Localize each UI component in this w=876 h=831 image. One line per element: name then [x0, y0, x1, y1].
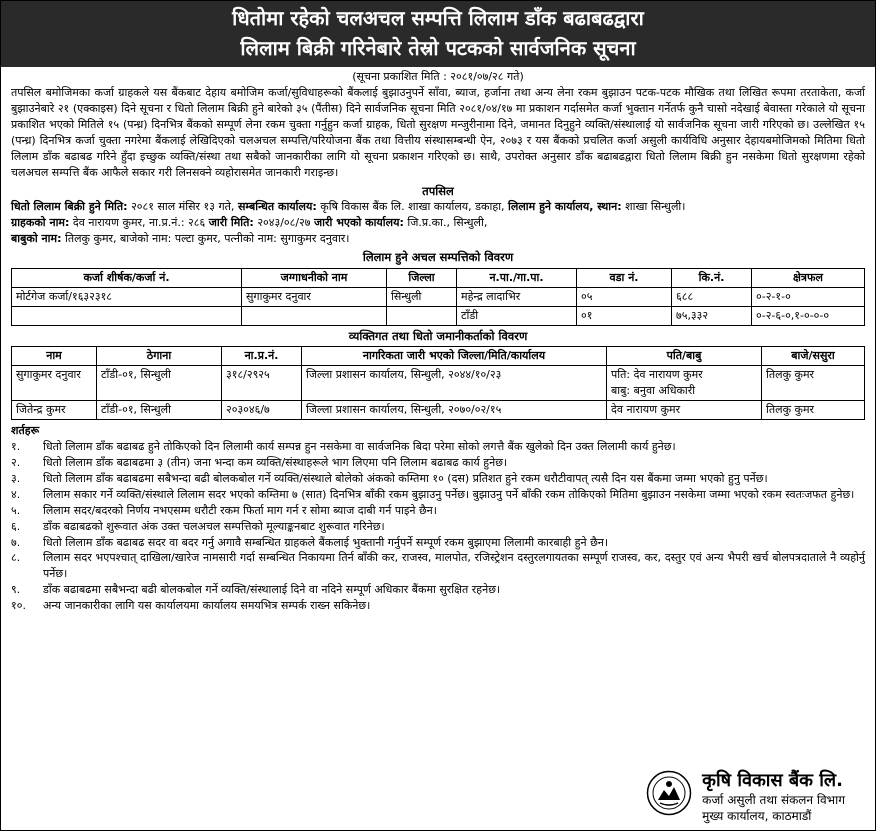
table-cell: महेन्द्र लादाभिर	[457, 287, 577, 306]
table-cell: टाँडी	[457, 306, 577, 325]
table-cell: पति: देव नारायण कुमर बाबु: बनुवा अधिकारी	[607, 366, 762, 401]
sale-date-label: धितो लिलाम बिक्री हुने मिति:	[11, 200, 128, 214]
bank-logo-icon	[646, 770, 692, 816]
table-row	[12, 287, 865, 306]
list-item	[11, 598, 865, 614]
property-table-title: लिलाम हुने अचल सम्पत्तिको विवरण	[362, 250, 514, 265]
customer-value: देव नारायण कुमर, ना.प्र.नं.: २८६	[72, 216, 206, 230]
intro-paragraph: तपसिल बमोजिमका कर्जा ग्राहकले यस बैंकबाट देहाय बमोजिम कर्जा/सुविधाहरूको बैंकलाई बुझाउनुपर्ने साँवा, ब्याज, हर्जाना तथा अन्य लेना रकम बुझाउन पटक-पटक मौखिक तथा लिखित रूपमा तरताकेता, कर्जा बुझाउनेबारे २१ (एक्काइस) दिने सूचना र धितो लिलाम बिक्री हुने बारेको ३५ (पैंतीस) दिने सार्वजनिक सूचना मिति २०८१/०४/१७ मा प्रकाशन गर्दासमेत कर्जा भुक्तान गर्नेतर्फ कुनै चासो नदेखाई बेवास्ता गरेकाले यो सूचना प्रकाशित भएको मितिले १५ (पन्ध्र) दिनभित्र बैंकको सम्पूर्ण लेना रकम चुक्ता गर्नुहुन कर्जा ग्राहक, धितो सुरक्षण मन्जुरीनामा दिने, जमानत दिनुहुने व्यक्ति/संस्थालाई यो सार्वजनिक सूचना जारी गरिएको छ। उल्लेखित १५ (पन्ध्र) दिनभित्र कर्जा चुक्ता नगरेमा बैंकलाई लेखिदिएको चलअचल सम्पत्ति/परियोजना बैंक तथा वित्तीय संस्थासम्बन्धी ऐन, २०७३ र यस बैंकको प्रचलित कर्जा असुली कार्यविधि अनुसार देहायबमोजिमको मितिमा धितो लिलाम डाँक बढाबढ गरिने हुँदा इच्छुक व्यक्ति/संस्था तथा सबैको जानकारीका लागि यो सूचना प्रकाशन गरिएको छ। साथै, उपरोक्त अनुसार डाँक बढाबढद्वारा धितो लिलाम बिक्री हुन नसकेमा धितो सुरक्षणमा रहेको चलअचल सम्पत्ति बैंक आफैले सकार गरी लिनसक्ने व्यहोरासमेत जानकारी गराइन्छ।	[11, 85, 865, 179]
table-cell: ३१८/२९२५	[222, 366, 302, 401]
list-item	[11, 487, 865, 503]
property-col-header: जिल्ला	[387, 268, 457, 287]
term-text: धितो लिलाम डाँक बढाबढमा सबैभन्दा बढी बोलकबोल गर्ने व्यक्ति/संस्थाले बोलेको अंकको कम्तिमा १० (दस) प्रतिशत हुने रकम धरौटीवापत् त्यसै दिन यस बैंकमा जम्मा भएको हुनु पर्नेछ।	[43, 471, 768, 485]
table-cell: देव नारायण कुमर	[607, 401, 762, 420]
term-text: लिलाम सदर भएपश्चात् दाखिला/खारेज नामसारी गर्दा सम्बन्धित निकायमा तिर्न बाँकी कर, राजस्व, मालपोत, रजिस्ट्रेशन दस्तुरलगायतका सम्पूर्ण राजस्व, कर, दस्तुर एवं अन्य भैपरी खर्च बोलपत्रदाताले नै व्यहोर्नु पर्नेछ।	[43, 551, 865, 581]
table-cell: सुगाकुमर दनुवार	[12, 366, 97, 401]
list-item	[11, 439, 865, 455]
property-col-header: कि.नं.	[672, 268, 752, 287]
list-item	[11, 550, 865, 582]
auction-office-label: लिलाम हुने कार्यालय, स्थान:	[508, 200, 622, 214]
table-cell	[12, 306, 242, 325]
property-col-header: न.पा./गा.पा.	[457, 268, 577, 287]
property-table-header-row	[12, 268, 865, 287]
guarantor-table-header-row	[12, 347, 865, 366]
table-cell: जिल्ला प्रशासन कार्यालय, सिन्धुली, २०४४/१०/२३	[302, 366, 607, 401]
guarantor-col-header: नागरिकता जारी भएको जिल्ला/मिति/कार्यालय	[302, 347, 607, 366]
tapsil-heading: तपसिल	[422, 183, 454, 198]
table-cell: सुगाकुमर दनुवार	[242, 287, 387, 306]
office-value: कृषि विकास बैंक लि. शाखा कार्यालय, डकाहा,	[320, 200, 505, 214]
term-text: धितो लिलाम डाँक बढाबढ सदर वा बदर गर्नु अगावै सम्बन्धित ग्राहकले बैंकलाई भुक्तानी गर्नुपर्ने सम्पूर्ण रकम बुझाएमा लिलामी कारबाही हुने छैन।	[43, 535, 609, 549]
auction-office-value: शाखा सिन्धुली।	[625, 200, 686, 214]
property-table	[11, 268, 865, 326]
list-item	[11, 519, 865, 535]
table-cell	[387, 306, 457, 325]
table-cell: ०-२-१-०	[752, 287, 865, 306]
notice-title-banner	[1, 1, 875, 67]
guarantor-col-header: पति/बाबु	[607, 347, 762, 366]
property-col-header: वडा नं.	[577, 268, 672, 287]
table-cell: ६८८	[672, 287, 752, 306]
term-number: ४.	[11, 487, 21, 501]
term-text: लिलाम सदर/बदरको निर्णय नभएसम्म धरौटी रकम फिर्ता माग गर्न र सोमा ब्याज दाबी गर्न पाइने छैन।	[43, 503, 437, 517]
table-cell: जिल्ला प्रशासन कार्यालय, सिन्धुली, २०७०/०२/१५	[302, 401, 607, 420]
table-cell: ०५	[577, 287, 672, 306]
table-cell: टाँडी-०१, सिन्धुली	[97, 401, 222, 420]
term-text: डाँक बढाबढमा सबैभन्दा बढी बोलकबोल गर्ने व्यक्ति/संस्थालाई दिने वा नदिने सम्पूर्ण अधिकार बैंकमा सुरक्षित रहनेछ।	[43, 583, 501, 597]
issued-date-value: २०४३/०८/२७	[257, 216, 311, 230]
terms-list	[11, 439, 865, 614]
father-value: तिलकु कुमर, बाजेको नाम: पल्टा कुमर, पत्नीको नाम: सुगाकुमर दनुवार।	[64, 232, 350, 246]
customer-label: ग्राहकको नाम:	[11, 216, 70, 230]
term-number: ३.	[11, 471, 21, 485]
guarantor-col-header: ना.प्र.नं.	[222, 347, 302, 366]
publication-date: (सूचना प्रकाशित मिति : २०८१/०७/२८ गते)	[352, 70, 524, 83]
terms-heading: शर्तहरू	[11, 423, 40, 437]
father-label: बाबुको नाम:	[11, 232, 62, 246]
issuer-block	[646, 770, 845, 824]
property-col-header: जग्गाधनीको नाम	[242, 268, 387, 287]
issued-office-value: जि.प्र.का., सिन्धुली,	[407, 216, 488, 230]
term-number: २.	[11, 455, 21, 469]
property-col-header: कर्जा शीर्षक/कर्जा नं.	[12, 268, 242, 287]
title-line-2: लिलाम बिक्री गरिनेबारे तेस्रो पटकको सार्वजनिक सूचना	[240, 36, 636, 60]
term-text: धितो लिलाम डाँक बढाबढ हुने तोकिएको दिन लिलामी कार्य सम्पन्न हुन नसकेमा वा सार्वजनिक बिदा परेमा सोको लगत्तै बैंक खुलेको दिन उक्त लिलामी कार्य हुनेछ।	[43, 439, 676, 453]
term-number: १.	[11, 439, 21, 453]
table-cell: ०-२-६-०,१-०-०-०	[752, 306, 865, 325]
guarantor-table-title: व्यक्तिगत तथा धितो जमानीकर्ताको विवरण	[348, 328, 528, 343]
term-number: १०.	[11, 599, 26, 613]
issued-date-label: जारी मिति:	[208, 216, 254, 230]
table-cell: २०३०४६/७	[222, 401, 302, 420]
guarantor-table	[11, 346, 865, 420]
table-row	[12, 306, 865, 325]
title-line-1: धितोमा रहेको चलअचल सम्पत्ति लिलाम डाँक बढाबढद्वारा	[232, 6, 644, 30]
sale-date-value: २०८१ साल मंसिर १३ गते,	[131, 200, 235, 214]
term-text: लिलाम सकार गर्ने व्यक्ति/संस्थाले लिलाम सदर भएको कम्तिमा ७ (सात) दिनभित्र बाँकी रकम बुझाउनु पर्नेछ। बुझाउनु पर्ने बाँकी रकम तोकिएको मितिमा बुझाउन नसकेमा जम्मा भएको रकम स्वतःजफत हुनेछ।	[43, 487, 855, 501]
guarantor-col-header: बाजे/ससुरा	[762, 347, 865, 366]
guarantor-col-header: नाम	[12, 347, 97, 366]
table-cell: मोर्टगेज कर्जा/१६३२३१८	[12, 287, 242, 306]
term-number: ६.	[11, 519, 21, 533]
table-cell: टाँडी-०१, सिन्धुली	[97, 366, 222, 401]
list-item	[11, 471, 865, 487]
table-cell: ७५,३३२	[672, 306, 752, 325]
term-number: ९.	[11, 583, 21, 597]
bank-name: कृषि विकास बैंक लि.	[702, 770, 843, 791]
table-row	[12, 366, 865, 401]
term-text: धितो लिलाम डाँक बढाबढमा ३ (तीन) जना भन्दा कम व्यक्ति/संस्थाहरूले भाग लिएमा पनि लिलाम बढाबढ कार्य हुनेछ।	[43, 455, 508, 469]
table-cell	[242, 306, 387, 325]
table-row	[12, 401, 865, 420]
term-number: ८.	[11, 551, 21, 565]
table-cell: जितेन्द्र कुमर	[12, 401, 97, 420]
department-name: कर्जा असुली तथा संकलन विभाग	[702, 793, 845, 807]
office-name: मुख्य कार्यालय, काठमाडौं	[702, 809, 812, 823]
term-number: ५.	[11, 503, 21, 517]
table-cell: ०१	[577, 306, 672, 325]
list-item	[11, 455, 865, 471]
term-text: अन्य जानकारीका लागि यस कार्यालयमा कार्यालय समयभित्र सम्पर्क राख्न सकिनेछ।	[43, 599, 371, 613]
guarantor-col-header: ठेगाना	[97, 347, 222, 366]
term-number: ७.	[11, 535, 21, 549]
list-item	[11, 503, 865, 519]
table-cell: सिन्धुली	[387, 287, 457, 306]
list-item	[11, 582, 865, 598]
list-item	[11, 535, 865, 551]
table-cell: तिलकु कुमर	[762, 366, 865, 401]
office-label: सम्बन्धित कार्यालय:	[237, 200, 317, 214]
details-block	[11, 199, 865, 247]
term-text: डाँक बढाबढको शुरूवात अंक उक्त चलअचल सम्पत्तिको मूल्याङ्कनबाट शुरूवात गरिनेछ।	[43, 519, 385, 533]
issued-office-label: जारी भएको कार्यालय:	[314, 216, 404, 230]
property-col-header: क्षेत्रफल	[752, 268, 865, 287]
table-cell: तिलकु कुमर	[762, 401, 865, 420]
